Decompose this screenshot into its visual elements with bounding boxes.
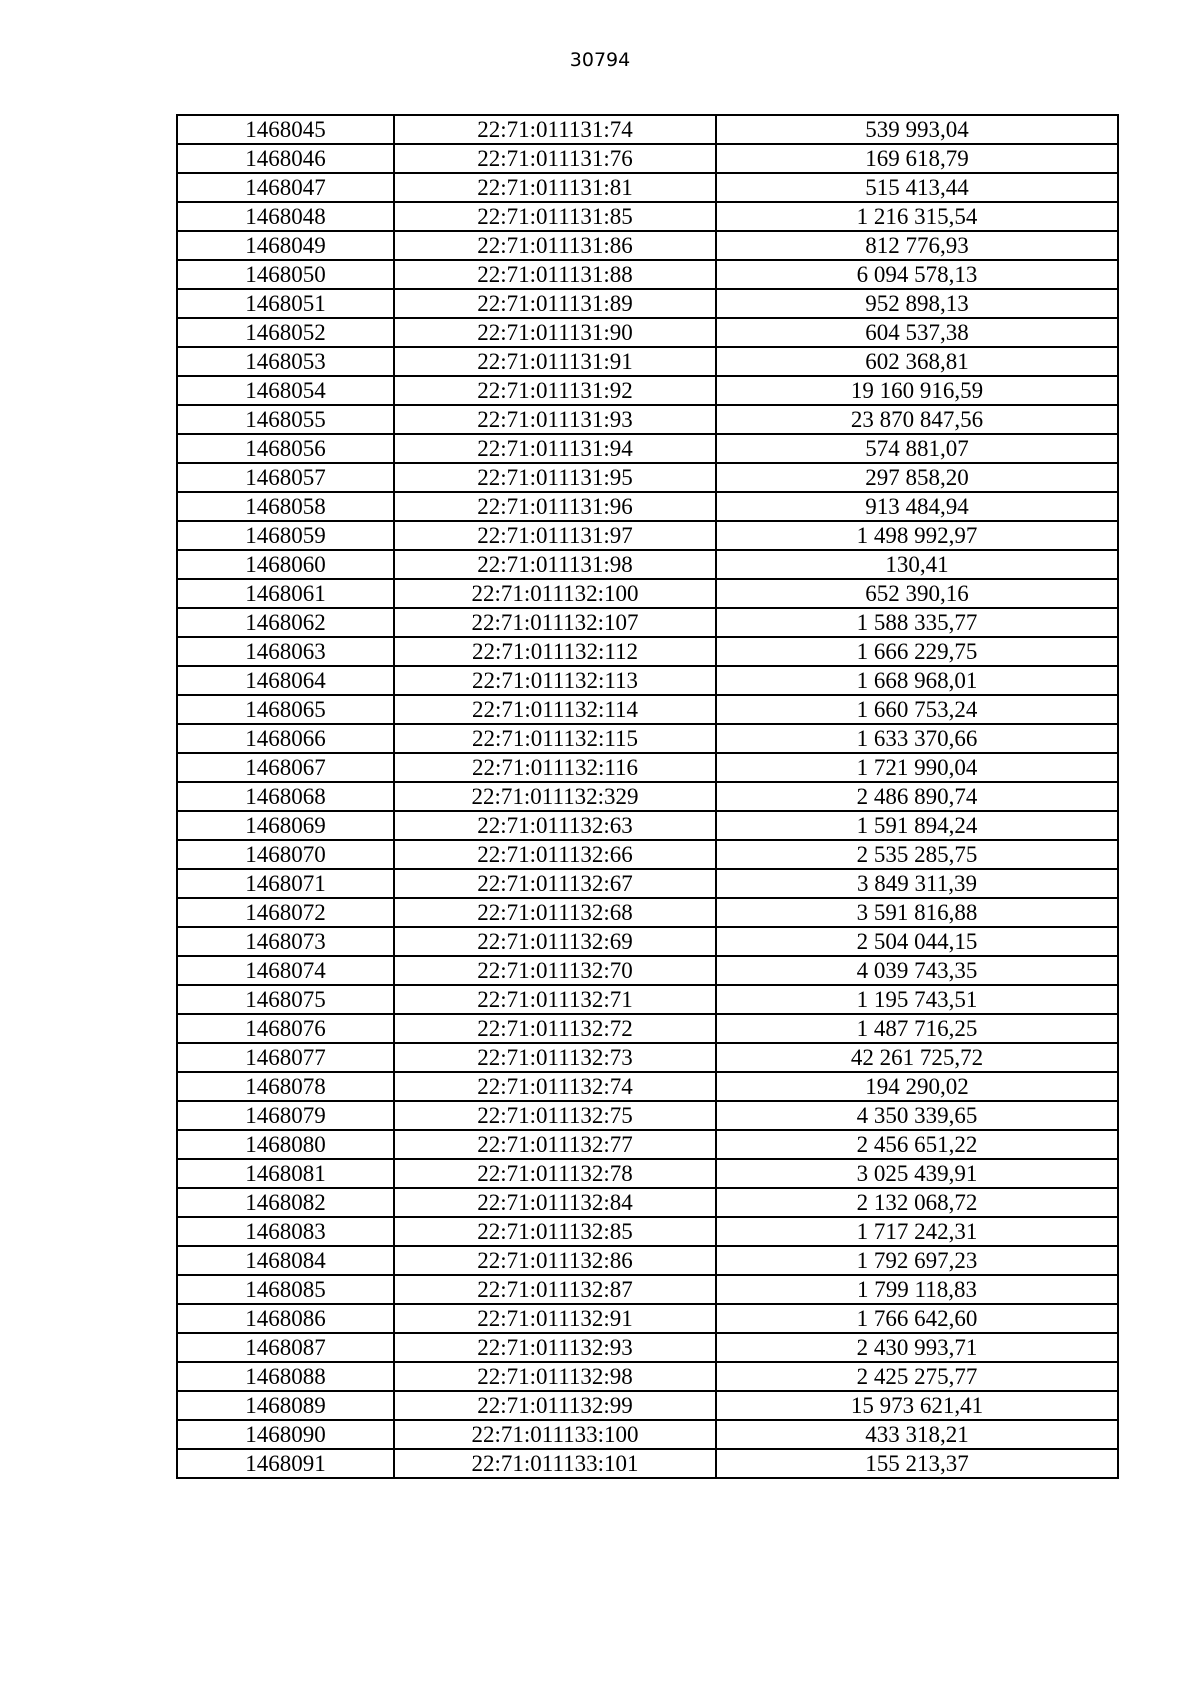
cadastral-number-cell: 22:71:011132:99 [394,1391,716,1420]
table-row [177,405,1118,434]
cadastral-number-cell: 22:71:011133:100 [394,1420,716,1449]
table-row [177,202,1118,231]
table-body [177,115,1118,1478]
cadastral-value-cell: 1 498 992,97 [716,521,1118,550]
cadastral-number-cell: 22:71:011132:93 [394,1333,716,1362]
table-row [177,695,1118,724]
table-row [177,115,1118,144]
cadastral-number-cell: 22:71:011132:74 [394,1072,716,1101]
cadastral-number-cell: 22:71:011132:68 [394,898,716,927]
cadastral-number-cell: 22:71:011132:73 [394,1043,716,1072]
table-row [177,1014,1118,1043]
table-row [177,840,1118,869]
cadastral-value-cell: 539 993,04 [716,115,1118,144]
record-number-cell: 1468074 [177,956,394,985]
table-row [177,637,1118,666]
table-row [177,521,1118,550]
cadastral-value-cell: 3 849 311,39 [716,869,1118,898]
table-row [177,1188,1118,1217]
table-row [177,376,1118,405]
table-row [177,289,1118,318]
cadastral-value-cell: 155 213,37 [716,1449,1118,1478]
record-number-cell: 1468088 [177,1362,394,1391]
table-row [177,1246,1118,1275]
cadastral-number-cell: 22:71:011132:115 [394,724,716,753]
table-row [177,898,1118,927]
cadastral-value-cell: 4 350 339,65 [716,1101,1118,1130]
table-row [177,318,1118,347]
table-row [177,260,1118,289]
cadastral-number-cell: 22:71:011132:87 [394,1275,716,1304]
cadastral-value-cell: 1 660 753,24 [716,695,1118,724]
table-row [177,579,1118,608]
cadastral-number-cell: 22:71:011131:94 [394,434,716,463]
record-number-cell: 1468050 [177,260,394,289]
record-number-cell: 1468071 [177,869,394,898]
cadastral-number-cell: 22:71:011131:95 [394,463,716,492]
cadastral-value-cell: 130,41 [716,550,1118,579]
record-number-cell: 1468063 [177,637,394,666]
record-number-cell: 1468054 [177,376,394,405]
cadastral-value-cell: 3 025 439,91 [716,1159,1118,1188]
table-row [177,1217,1118,1246]
table-row [177,811,1118,840]
table-row [177,782,1118,811]
table-row [177,492,1118,521]
cadastral-value-cell: 23 870 847,56 [716,405,1118,434]
cadastral-number-cell: 22:71:011131:96 [394,492,716,521]
record-number-cell: 1468066 [177,724,394,753]
cadastral-number-cell: 22:71:011132:107 [394,608,716,637]
record-number-cell: 1468090 [177,1420,394,1449]
cadastral-number-cell: 22:71:011131:86 [394,231,716,260]
record-number-cell: 1468076 [177,1014,394,1043]
cadastral-value-cell: 1 591 894,24 [716,811,1118,840]
record-number-cell: 1468047 [177,173,394,202]
table-row [177,1101,1118,1130]
cadastral-number-cell: 22:71:011131:90 [394,318,716,347]
table-row [177,608,1118,637]
cadastral-value-cell: 2 504 044,15 [716,927,1118,956]
cadastral-value-cell: 574 881,07 [716,434,1118,463]
record-number-cell: 1468083 [177,1217,394,1246]
record-number-cell: 1468055 [177,405,394,434]
cadastral-value-cell: 15 973 621,41 [716,1391,1118,1420]
table-row [177,231,1118,260]
table-row [177,1159,1118,1188]
cadastral-number-cell: 22:71:011132:75 [394,1101,716,1130]
table-row [177,173,1118,202]
record-number-cell: 1468079 [177,1101,394,1130]
cadastral-number-cell: 22:71:011132:100 [394,579,716,608]
cadastral-value-cell: 1 666 229,75 [716,637,1118,666]
cadastral-value-cell: 604 537,38 [716,318,1118,347]
table-row [177,1304,1118,1333]
cadastral-value-cell: 2 535 285,75 [716,840,1118,869]
cadastral-value-cell: 4 039 743,35 [716,956,1118,985]
cadastral-number-cell: 22:71:011131:98 [394,550,716,579]
record-number-cell: 1468057 [177,463,394,492]
record-number-cell: 1468065 [177,695,394,724]
cadastral-number-cell: 22:71:011132:84 [394,1188,716,1217]
cadastral-value-cell: 2 486 890,74 [716,782,1118,811]
record-number-cell: 1468085 [177,1275,394,1304]
record-number-cell: 1468091 [177,1449,394,1478]
cadastral-number-cell: 22:71:011131:97 [394,521,716,550]
cadastral-value-cell: 515 413,44 [716,173,1118,202]
record-number-cell: 1468064 [177,666,394,695]
cadastral-value-cell: 3 591 816,88 [716,898,1118,927]
cadastral-number-cell: 22:71:011133:101 [394,1449,716,1478]
table-row [177,869,1118,898]
cadastral-value-cell: 1 633 370,66 [716,724,1118,753]
record-number-cell: 1468053 [177,347,394,376]
cadastral-value-cell: 602 368,81 [716,347,1118,376]
cadastral-number-cell: 22:71:011132:70 [394,956,716,985]
cadastral-value-cell: 913 484,94 [716,492,1118,521]
cadastral-number-cell: 22:71:011131:85 [394,202,716,231]
cadastral-value-cell: 1 216 315,54 [716,202,1118,231]
record-number-cell: 1468060 [177,550,394,579]
cadastral-number-cell: 22:71:011131:92 [394,376,716,405]
cadastral-value-cell: 433 318,21 [716,1420,1118,1449]
record-number-cell: 1468069 [177,811,394,840]
cadastral-number-cell: 22:71:011132:329 [394,782,716,811]
record-number-cell: 1468049 [177,231,394,260]
record-number-cell: 1468062 [177,608,394,637]
record-number-cell: 1468067 [177,753,394,782]
table-row [177,1449,1118,1478]
table-row [177,1275,1118,1304]
cadastral-value-cell: 297 858,20 [716,463,1118,492]
record-number-cell: 1468087 [177,1333,394,1362]
record-number-cell: 1468081 [177,1159,394,1188]
record-number-cell: 1468075 [177,985,394,1014]
cadastral-value-cell: 1 799 118,83 [716,1275,1118,1304]
table-row [177,1130,1118,1159]
table-row [177,1362,1118,1391]
table-row [177,724,1118,753]
cadastral-value-cell: 952 898,13 [716,289,1118,318]
cadastral-number-cell: 22:71:011132:85 [394,1217,716,1246]
page-number: 30794 [569,49,631,71]
cadastral-number-cell: 22:71:011131:76 [394,144,716,173]
cadastral-number-cell: 22:71:011131:88 [394,260,716,289]
record-number-cell: 1468073 [177,927,394,956]
table-row [177,1391,1118,1420]
table-row [177,1043,1118,1072]
cadastral-number-cell: 22:71:011132:116 [394,753,716,782]
cadastral-value-cell: 1 766 642,60 [716,1304,1118,1333]
cadastral-number-cell: 22:71:011132:67 [394,869,716,898]
cadastral-value-cell: 1 487 716,25 [716,1014,1118,1043]
cadastral-value-cell: 1 721 990,04 [716,753,1118,782]
record-number-cell: 1468051 [177,289,394,318]
cadastral-value-cell: 169 618,79 [716,144,1118,173]
cadastral-value-cell: 1 792 697,23 [716,1246,1118,1275]
cadastral-value-cell: 19 160 916,59 [716,376,1118,405]
cadastral-number-cell: 22:71:011132:113 [394,666,716,695]
cadastral-value-cell: 812 776,93 [716,231,1118,260]
cadastral-value-cell: 2 456 651,22 [716,1130,1118,1159]
cadastral-number-cell: 22:71:011132:91 [394,1304,716,1333]
cadastral-number-cell: 22:71:011131:81 [394,173,716,202]
cadastral-number-cell: 22:71:011132:78 [394,1159,716,1188]
table-row [177,1333,1118,1362]
table-row [177,434,1118,463]
cadastral-number-cell: 22:71:011131:93 [394,405,716,434]
table-row [177,347,1118,376]
cadastral-number-cell: 22:71:011132:63 [394,811,716,840]
cadastral-value-cell: 6 094 578,13 [716,260,1118,289]
record-number-cell: 1468045 [177,115,394,144]
cadastral-number-cell: 22:71:011132:69 [394,927,716,956]
record-number-cell: 1468056 [177,434,394,463]
table-row [177,1420,1118,1449]
cadastral-value-cell: 1 668 968,01 [716,666,1118,695]
record-number-cell: 1468077 [177,1043,394,1072]
table-row [177,956,1118,985]
cadastral-number-cell: 22:71:011132:86 [394,1246,716,1275]
cadastral-number-cell: 22:71:011131:91 [394,347,716,376]
record-number-cell: 1468070 [177,840,394,869]
table-row [177,666,1118,695]
cadastral-value-cell: 1 195 743,51 [716,985,1118,1014]
record-number-cell: 1468068 [177,782,394,811]
table-row [177,753,1118,782]
cadastral-number-cell: 22:71:011132:112 [394,637,716,666]
cadastral-value-cell: 2 430 993,71 [716,1333,1118,1362]
cadastral-value-cell: 652 390,16 [716,579,1118,608]
record-number-cell: 1468061 [177,579,394,608]
cadastral-number-cell: 22:71:011131:74 [394,115,716,144]
record-number-cell: 1468084 [177,1246,394,1275]
table-row [177,985,1118,1014]
cadastral-value-cell: 2 132 068,72 [716,1188,1118,1217]
table-row [177,550,1118,579]
cadastral-value-cell: 1 588 335,77 [716,608,1118,637]
cadastral-number-cell: 22:71:011131:89 [394,289,716,318]
table-row [177,1072,1118,1101]
record-number-cell: 1468048 [177,202,394,231]
record-number-cell: 1468072 [177,898,394,927]
table-row [177,144,1118,173]
record-number-cell: 1468086 [177,1304,394,1333]
record-number-cell: 1468078 [177,1072,394,1101]
cadastral-value-cell: 2 425 275,77 [716,1362,1118,1391]
record-number-cell: 1468059 [177,521,394,550]
record-number-cell: 1468052 [177,318,394,347]
record-number-cell: 1468046 [177,144,394,173]
cadastral-number-cell: 22:71:011132:66 [394,840,716,869]
record-number-cell: 1468058 [177,492,394,521]
record-number-cell: 1468089 [177,1391,394,1420]
table-row [177,463,1118,492]
cadastral-number-cell: 22:71:011132:71 [394,985,716,1014]
cadastral-number-cell: 22:71:011132:98 [394,1362,716,1391]
cadastral-number-cell: 22:71:011132:72 [394,1014,716,1043]
record-number-cell: 1468080 [177,1130,394,1159]
table-row [177,927,1118,956]
cadastral-value-cell: 194 290,02 [716,1072,1118,1101]
cadastral-number-cell: 22:71:011132:77 [394,1130,716,1159]
cadastral-value-table [176,114,1119,1479]
record-number-cell: 1468082 [177,1188,394,1217]
cadastral-value-cell: 42 261 725,72 [716,1043,1118,1072]
cadastral-number-cell: 22:71:011132:114 [394,695,716,724]
cadastral-value-cell: 1 717 242,31 [716,1217,1118,1246]
